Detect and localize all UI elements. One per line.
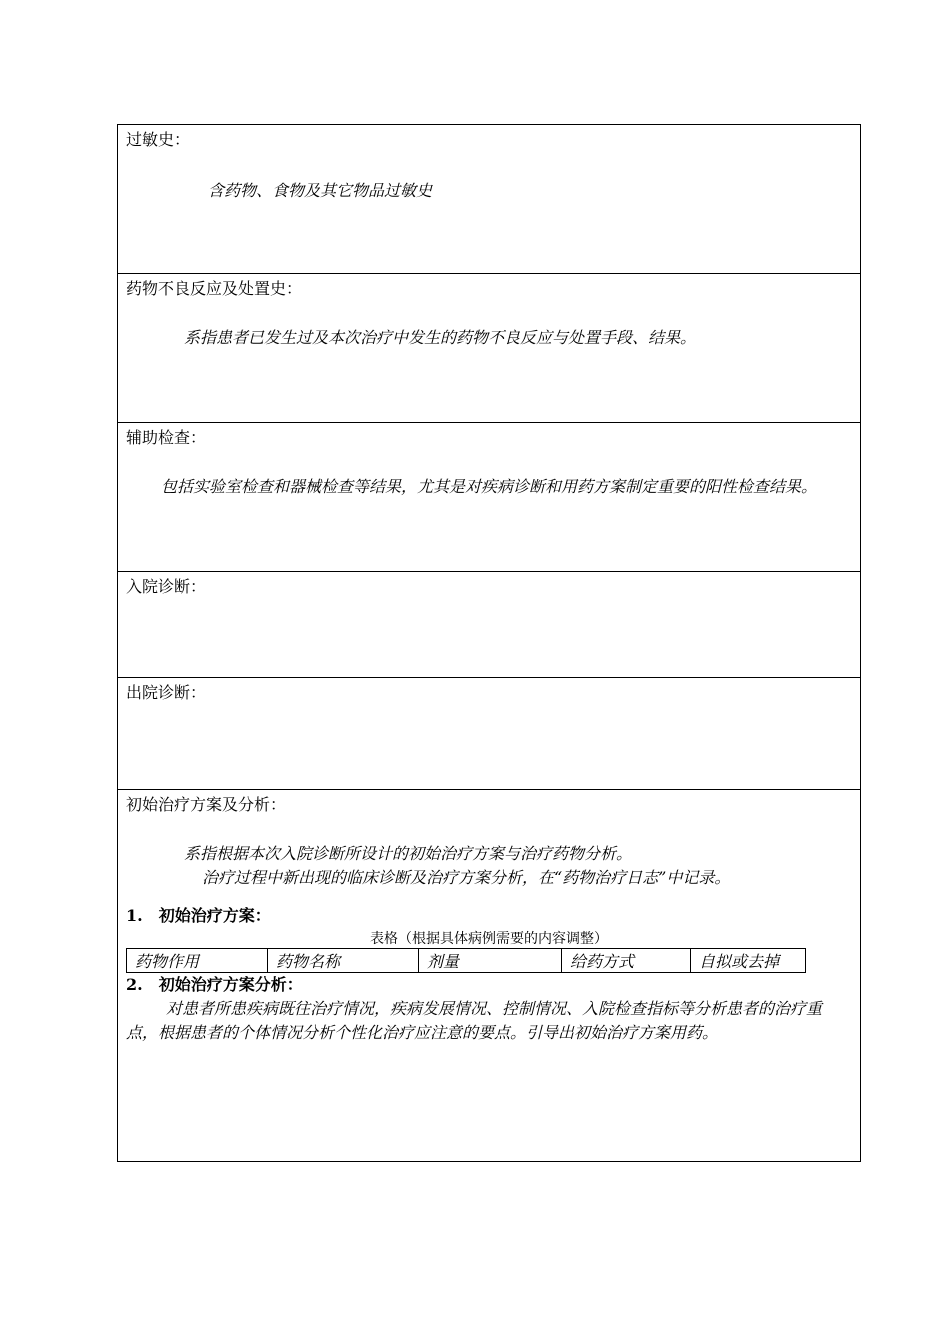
admission-diagnosis-label: 入院诊断： [126,577,207,596]
col-drug-name: 药物名称 [268,949,419,973]
col-custom: 自拟或去掉 [691,949,806,973]
allergy-desc: 含药物、食物及其它物品过敏史 [208,181,433,200]
table-caption: 表格（根据具体病例需要的内容调整） [370,931,608,947]
adr-section [118,274,860,423]
drug-table [126,948,806,973]
aux-desc: 包括实验室检查和器械检查等结果，尤其是对疾病诊断和用药方案制定重要的阳性检查结果。 [160,477,817,496]
allergy-section [118,125,860,274]
initial-treatment-label: 初始治疗方案及分析： [126,795,287,814]
record-form [117,124,861,1162]
col-dose: 剂量 [419,949,562,973]
aux-section [118,423,860,572]
col-drug-action: 药物作用 [127,949,268,973]
initial-plan-heading: 1. 初始治疗方案： [126,906,271,925]
initial-treatment-section [118,790,860,1161]
aux-label: 辅助检查： [126,428,207,447]
initial-desc-2: 治疗过程中新出现的临床诊断及治疗方案分析，在“药物治疗日志”中记录。 [202,868,731,887]
adr-label: 药物不良反应及处置史： [126,279,303,298]
admission-diagnosis-section [118,572,860,678]
discharge-diagnosis-label: 出院诊断： [126,683,207,702]
adr-desc: 系指患者已发生过及本次治疗中发生的药物不良反应与处置手段、结果。 [184,328,697,347]
initial-analysis-heading: 2. 初始治疗方案分析： [126,975,303,994]
initial-analysis-text: 对患者所患疾病既往治疗情况，疾病发展情况、控制情况、入院检查指标等分析患者的治疗重点，根据患者的个体情况分析个性化治疗应注意的要点。引导出初始治疗方案用药。 [126,999,823,1042]
col-route: 给药方式 [562,949,691,973]
discharge-diagnosis-section [118,678,860,790]
table-header-row [127,949,806,973]
allergy-label: 过敏史： [126,130,191,149]
initial-desc-1: 系指根据本次入院诊断所设计的初始治疗方案与治疗药物分析。 [184,844,633,863]
